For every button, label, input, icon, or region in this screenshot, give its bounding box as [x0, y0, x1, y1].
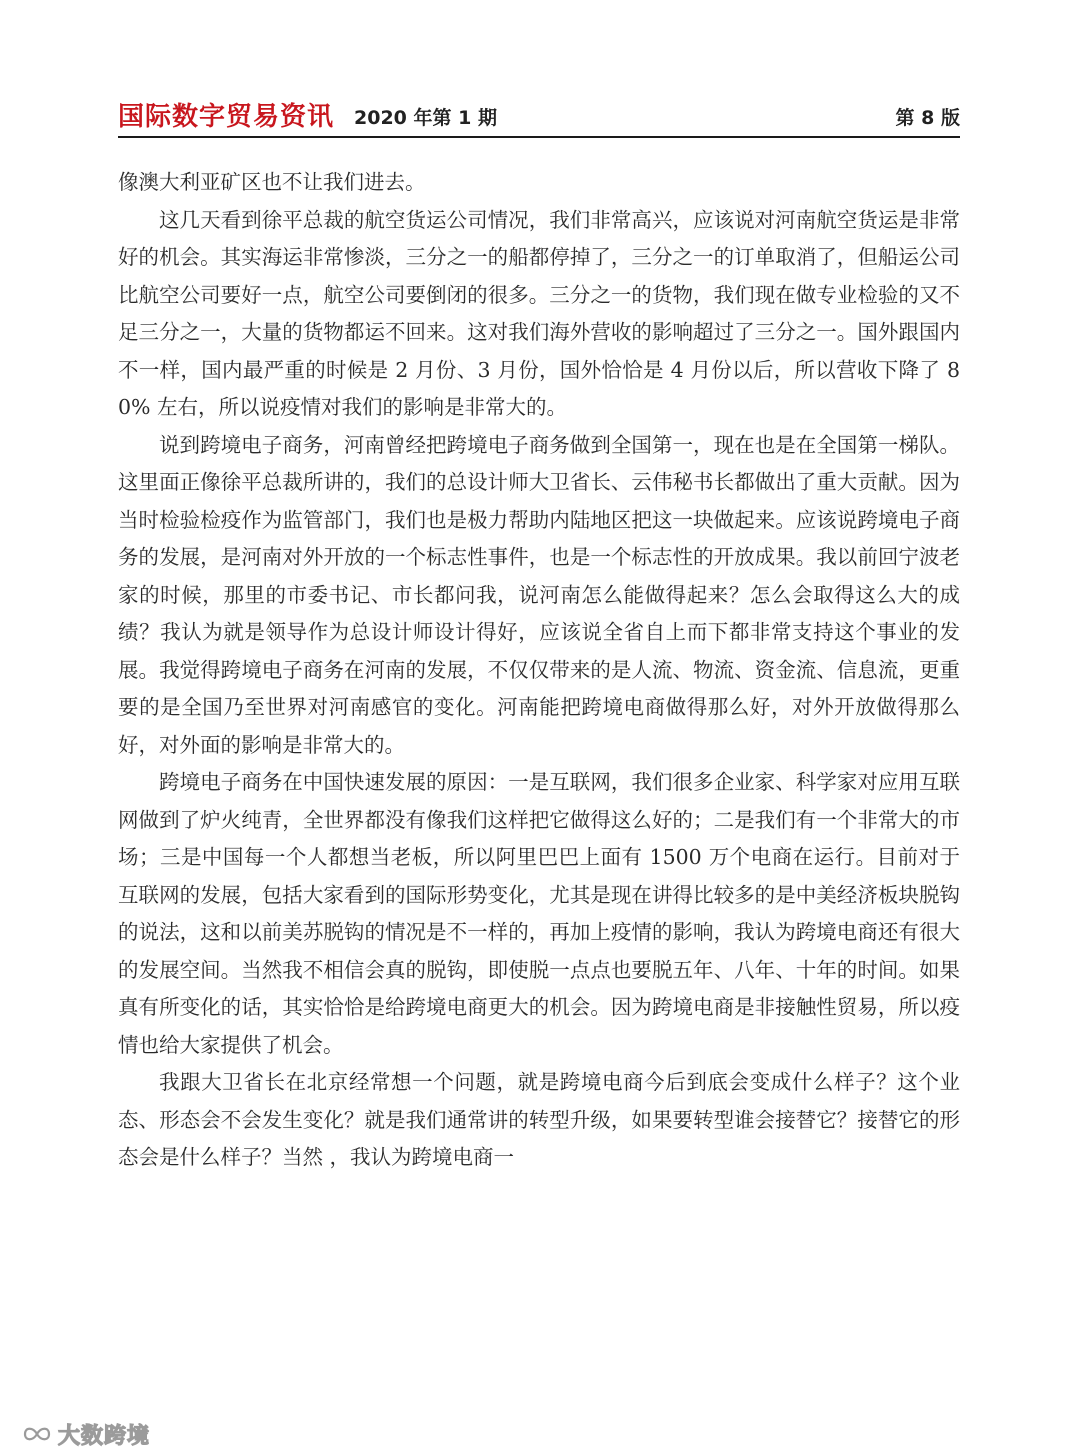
issue-number: 2020 年第 1 期	[354, 107, 497, 129]
infinity-logo-icon	[22, 1423, 52, 1445]
page-number: 第 8 版	[895, 107, 960, 129]
paragraph: 说到跨境电子商务，河南曾经把跨境电子商务做到全国第一，现在也是在全国第一梯队。这里面正像徐平总裁所讲的，我们的总设计师大卫省长、云伟秘书长都做出了重大贡献。因为当时检验检疫作为监管部门，我们也是极力帮助内陆地区把这一块做起来。应该说跨境电子商务的发展，是河南对外开放的一个标志性事件，也是一个标志性的开放成果。我以前回宁波老家的时候，那里的市委书记、市长都问我，说河南怎么能做得起来？怎么会取得这么大的成绩？我认为就是领导作为总设计师设计得好，应该说全省自上而下都非常支持这个事业的发展。我觉得跨境电子商务在河南的发展，不仅仅带来的是人流、物流、资金流、信息流，更重要的是全国乃至世界对河南感官的变化。河南能把跨境电商做得那么好，对外开放做得那么好，对外面的影响是非常大的。	[118, 432, 960, 757]
paragraph-continued: 像澳大利亚矿区也不让我们进去。	[118, 170, 426, 194]
header-divider	[118, 136, 960, 138]
paragraph: 我跟大卫省长在北京经常想一个问题，就是跨境电商今后到底会变成什么样子？这个业态、形态会不会发生变化？就是我们通常讲的转型升级，如果要转型谁会接替它？接替它的形态会是什么样子？当然 ，我认为跨境电商一	[118, 1070, 960, 1169]
watermark	[22, 1418, 150, 1450]
publication-title: 国际数字贸易资讯	[118, 102, 335, 132]
article-body	[118, 164, 960, 1177]
watermark-text: 大数跨境	[58, 1423, 151, 1449]
masthead	[118, 100, 960, 134]
paragraph: 这几天看到徐平总裁的航空货运公司情况，我们非常高兴，应该说对河南航空货运是非常好的机会。其实海运非常惨淡，三分之一的船都停掉了，三分之一的订单取消了，但船运公司比航空公司要好一点，航空公司要倒闭的很多。三分之一的货物，我们现在做专业检验的又不足三分之一，大量的货物都运不回来。这对我们海外营收的影响超过了三分之一。国外跟国内不一样，国内最严重的时候是 2 月份、3 月份，国外恰恰是 4 月份以后，所以营收下降了 80% 左右，所以说疫情对我们的影响是非常大的。	[118, 207, 960, 419]
paragraph: 跨境电子商务在中国快速发展的原因：一是互联网，我们很多企业家、科学家对应用互联网做到了炉火纯青，全世界都没有像我们这样把它做得这么好的；二是我们有一个非常大的市场；三是中国每一个人都想当老板，所以阿里巴巴上面有 1500 万个电商在运行。目前对于互联网的发展，包括大家看到的国际形势变化，尤其是现在讲得比较多的是中美经济板块脱钩的说法，这和以前美苏脱钩的情况是不一样的，再加上疫情的影响，我认为跨境电商还有很大的发展空间。当然我不相信会真的脱钩，即使脱一点点也要脱五年、八年、十年的时间。如果真有所变化的话，其实恰恰是给跨境电商更大的机会。因为跨境电商是非接触性贸易，所以疫情也给大家提供了机会。	[118, 770, 960, 1057]
